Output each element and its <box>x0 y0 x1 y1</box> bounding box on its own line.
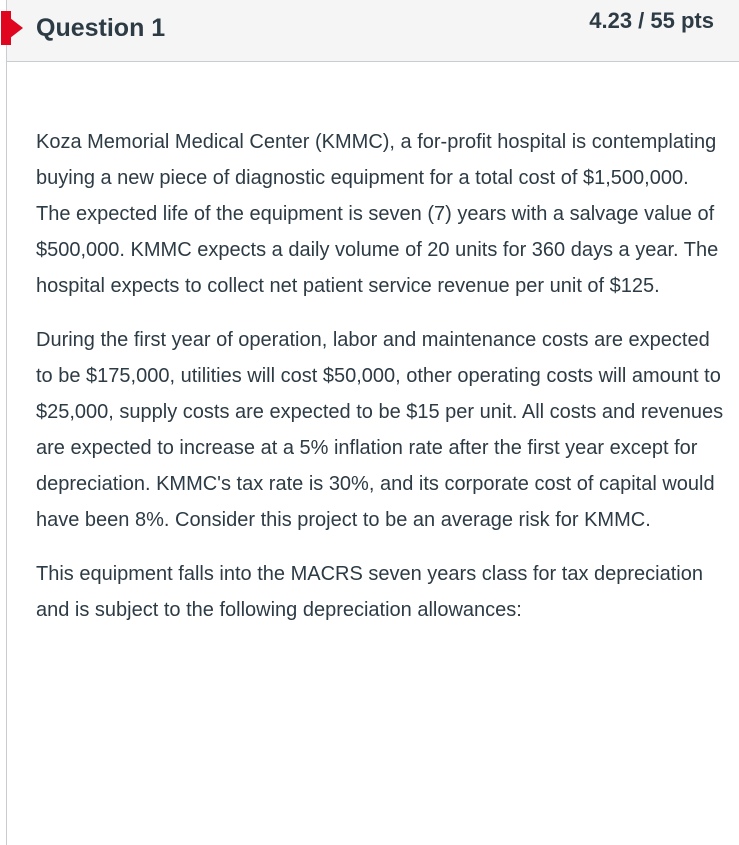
question-paragraph: This equipment falls into the MACRS seven years class for tax depreciation and is subject to the following depreciation allowances: <box>36 563 703 621</box>
question-text <box>36 124 726 646</box>
question-points: 4.23 / 55 pts <box>589 8 714 33</box>
question-card <box>6 0 739 845</box>
flag-icon[interactable] <box>1 11 23 45</box>
question-header <box>7 0 739 62</box>
question-paragraph: During the first year of operation, labor and maintenance costs are expected to be $175,000, utilities will cost $50,000, other operating costs will amount to $25,000, supply costs are expected to be $15 per unit. All costs and revenues are expected to increase at a 5% inflation rate after the first year except for depreciation. KMMC's tax rate is 30%, and its corporate cost of capital would have been 8%. Consider this project to be an average risk for KMMC. <box>36 329 724 531</box>
question-title: Question 1 <box>36 14 166 42</box>
question-paragraph: Koza Memorial Medical Center (KMMC), a for-profit hospital is contemplating buying a new piece of diagnostic equipment for a total cost of $1,500,000. The expected life of the equipment is seven (7) years with a salvage value of $500,000. KMMC expects a daily volume of 20 units for 360 days a year. The hospital expects to collect net patient service revenue per unit of $125. <box>36 131 719 297</box>
